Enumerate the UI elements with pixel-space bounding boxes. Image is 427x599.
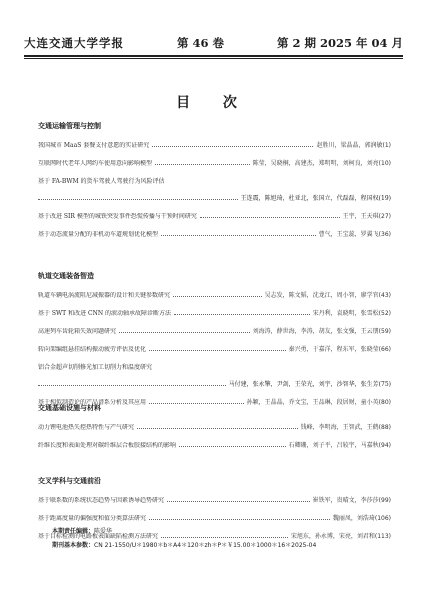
entry-byline [38,381,391,389]
entry-title: 基于联系数的系统状态趋势与因素诱导趋势研究 [38,497,165,504]
entry-title: 基于改进 SIR 模型的城铁突发事件恐慌传播与干预时间研究 [38,213,197,220]
toc-entry[interactable] [38,178,391,203]
editor-line [52,525,316,539]
entry-page: 27 [381,213,389,220]
paren-close: ) [388,533,391,540]
paren-open: ( [382,142,385,149]
paren-close: ) [388,497,391,504]
entry-title: 基于 SWT 和改进 CNN 的滚动轴承故障诊断方法 [38,310,171,317]
entry-authors: 魏丽凤，刘浩琦 [332,515,375,522]
toc-title: 目 次 [176,95,251,111]
entry-page: 19 [381,195,389,202]
paren-close: ) [388,442,391,449]
paren-close: ) [388,231,391,238]
leader-dots [38,199,238,200]
entry-title: 纤维长度和表面处理对碳纤维层合板胶接结构的影响 [38,442,177,449]
entry-page: 106 [377,515,389,522]
entry-title: 我国城市 MaaS 套餐支付意愿的实证研究 [38,142,150,149]
entry-page: 52 [381,310,389,317]
toc-entry[interactable] [38,310,391,318]
entry-title: 动力锂电池热失控热特性与产气研究 [38,424,135,431]
paren-open: ( [378,497,382,504]
toc-entry[interactable] [38,424,391,432]
leader-dots [38,385,226,386]
leader-dots [200,217,340,218]
entry-title: 铝合金超声切削修光加工切削力和温度研究 [38,364,153,371]
toc-entry[interactable] [38,442,391,450]
entry-page: 36 [381,231,389,238]
paren-open: ( [378,231,382,238]
entry-title: 轨道车辆电涡流阻尼减振器的设计和关键参数研究 [38,292,171,299]
entry-authors: 宋旭东，孙永博，宋亮，刘君和 [290,533,375,540]
entry-page: 94 [381,442,389,449]
paren-open: ( [378,160,382,167]
leader-dots [174,314,310,315]
params-label: 期刊基本参数： [52,542,95,549]
paren-close: ) [388,346,391,353]
paren-open: ( [378,424,382,431]
entry-page: 43 [381,292,389,299]
toc-entry[interactable] [38,328,391,336]
paren-close: ) [388,310,391,317]
leader-dots [152,146,313,147]
toc-entry[interactable] [38,292,391,300]
paren-close: ) [388,292,391,299]
editor-label: 本期责任编辑： [52,528,95,535]
leader-dots [155,164,250,165]
entry-title: 互联网时代老年人网约车使用意向影响模型 [38,160,153,167]
paren-open: ( [374,515,378,522]
leader-dots [119,332,250,333]
entry-authors: 王宇，王天琪 [342,213,379,220]
leader-dots [161,235,316,236]
volume-number: 第 46 卷 [176,36,224,50]
toc-entry[interactable] [38,142,391,150]
section-heading: 交通基础设施与材料 [38,404,101,412]
entry-authors: 吴志发，陈文韬，沈龙江，周小智，廖学官 [264,292,379,299]
paren-open: ( [378,442,382,449]
paren-open: ( [374,533,378,540]
entry-authors: 宋丹利，袁晓明，张雪松 [312,310,379,317]
entry-authors: 赵胜川，梁晶晶，郭润敏 [316,142,383,149]
paren-open: ( [378,310,382,317]
entry-authors: 钱峰，李明海，王智武，王鹤 [300,424,379,431]
toc-entry[interactable] [38,346,391,354]
entry-authors: 王连震，陈旭琦，杜亚北，张国立，代磊磊，程国权 [240,195,379,202]
entry-authors: 石卿珊，刘子平，吕较宇，马嘉秋 [288,442,379,449]
toc-entry[interactable] [38,160,391,168]
toc-section [38,270,391,407]
paren-open: ( [378,292,382,299]
section-heading: 交叉学科与交通前沿 [38,477,101,485]
section-heading: 交通运输管理与控制 [38,122,101,130]
entry-page: 10 [381,160,389,167]
paren-close: ) [388,381,391,388]
entry-page: 88 [381,424,389,431]
entry-authors: 崔铁军，贵晴文，李莎莎 [312,497,379,504]
journal-name: 大连交通大学学报 [24,36,124,50]
running-header [24,33,403,51]
entry-title: 转向架编组悬挂结构振动疲劳评估及优化 [38,346,147,353]
leader-dots [137,428,298,429]
entry-page: 66 [381,346,389,353]
leader-dots [149,519,330,520]
entry-authors: 刘海涛，薛世海，李涛，胡友，张文强，王云朋 [252,328,379,335]
entry-authors: 秦兴勇，于嘉洋，程东军，张晓莹 [288,346,379,353]
leader-dots [167,501,310,502]
paren-open: ( [378,195,382,202]
section-heading: 轨道交通装备智造 [38,272,94,280]
issue-date: 第 2 期 2025 年 04 月 [276,36,403,50]
paren-close: ) [388,515,391,522]
header-rule-thick [24,55,403,57]
toc-entry[interactable] [38,231,391,239]
entry-page: 75 [381,381,389,388]
paren-close: ) [388,142,391,149]
toc-entry[interactable] [38,515,391,523]
entry-page: 1 [384,142,389,149]
toc-entry[interactable] [38,213,391,221]
entry-authors: 马付建，张永擎，尹剑，王荣光，刘宇，沙智华，张生芳 [228,381,379,388]
paren-close: ) [388,195,391,202]
toc-section [38,120,391,239]
paren-close: ) [388,424,391,431]
paren-open: ( [378,346,382,353]
entry-authors: 曹气，王宝蕊，罗翼飞 [318,231,379,238]
paren-open: ( [378,381,382,388]
leader-dots [173,296,262,297]
entry-byline [38,195,391,203]
paren-open: ( [378,328,382,335]
paren-close: ) [388,160,391,167]
params-line [52,539,316,553]
entry-title: 基于距离度量的偏强度和值分类算法研究 [38,515,147,522]
entry-page: 80 [381,399,389,406]
paren-open: ( [378,213,382,220]
paren-close: ) [388,399,391,406]
entry-page: 99 [381,497,389,504]
leader-dots [149,350,286,351]
header-rule-thin [24,58,403,59]
leader-dots [179,446,286,447]
params-value: CN 21-1550/U＊1980＊b＊A4＊120＊zh＊P＊￥15.00＊1000＊16＊2025-04 [94,542,317,549]
entry-title: 高速列车齿轮箱失效问题研究 [38,328,117,335]
paren-close: ) [388,213,391,220]
toc-entry[interactable] [38,364,391,389]
paren-close: ) [388,328,391,335]
toc-entry[interactable] [38,497,391,505]
entry-title: 基于相似制造论的产品谱系分析及其应用 [38,399,147,406]
entry-authors: 孙颖，王晶晶，乔文宝，王品琳，段居财，童小英 [246,399,379,406]
entry-title: 基于动态流量分配的非机动车道规划优化模型 [38,231,159,238]
entry-page: 113 [377,533,389,540]
paren-open: ( [378,399,382,406]
entry-authors: 陈莹，吴晓桐，高建杰，郑明明，刘柯良，刘亮 [252,160,379,167]
toc-section [38,402,391,450]
editor-name: 陈爱华 [94,528,113,535]
entry-title: 基于目标检测的电路板表面缺陷检测方法研究 [38,533,159,540]
entry-title: 基于 FA-BWM 的货车驾驶人驾驶行为风险评估 [38,178,165,185]
footer [52,525,316,553]
entry-page: 59 [381,328,389,335]
